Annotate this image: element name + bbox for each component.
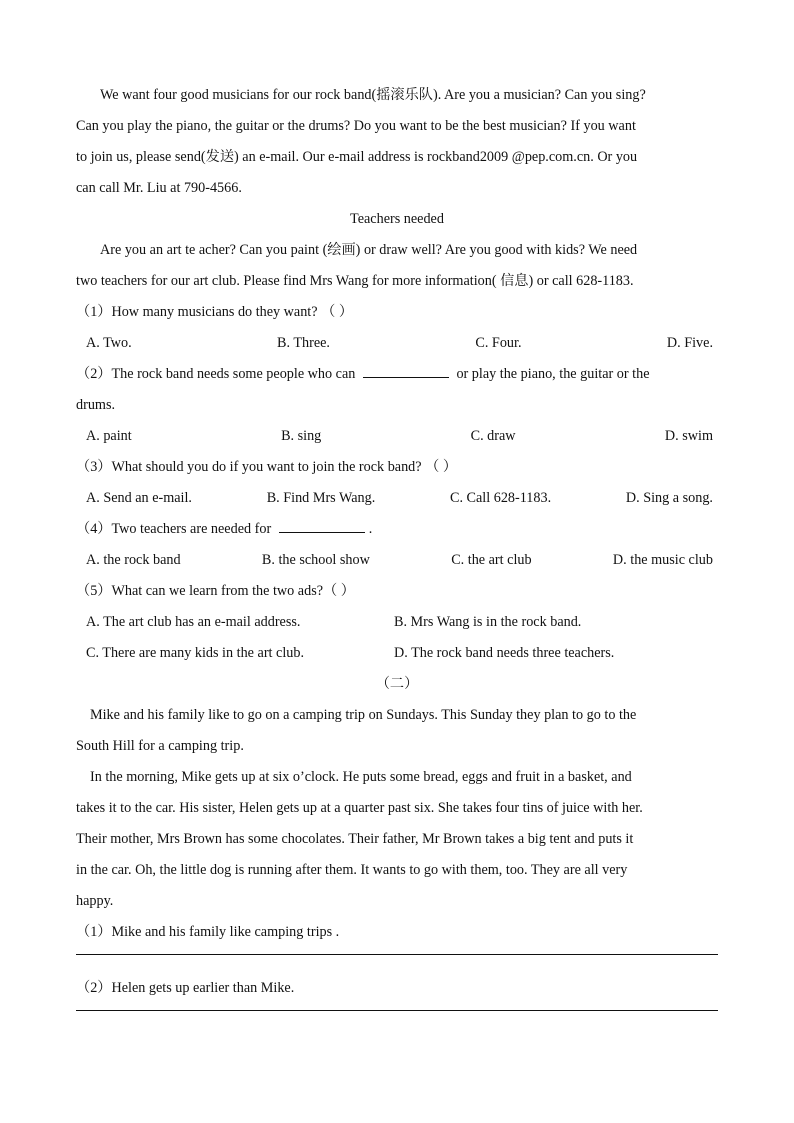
option[interactable]: B. the school show xyxy=(261,552,370,568)
option[interactable]: C. There are many kids in the art club. xyxy=(86,645,305,661)
option[interactable]: A. the rock band xyxy=(86,552,181,568)
option[interactable]: A. Two. xyxy=(86,335,132,351)
question-stem: （1）How many musicians do they want? （ ） xyxy=(76,304,354,320)
question-stem-part: （4）Two teachers are needed for xyxy=(76,521,272,537)
passage-line: happy. xyxy=(76,893,114,909)
question-stem xyxy=(76,359,718,390)
option[interactable]: D. the music club xyxy=(612,552,713,568)
option[interactable]: B. sing xyxy=(281,428,322,444)
option[interactable]: B. Find Mrs Wang. xyxy=(266,490,376,506)
option[interactable]: D. Five. xyxy=(666,335,713,351)
option[interactable]: C. the art club xyxy=(451,552,532,568)
section-two xyxy=(76,669,718,1011)
question-stem-part: . xyxy=(368,521,373,537)
option[interactable]: D. swim xyxy=(664,428,713,444)
option[interactable]: C. draw xyxy=(470,428,516,444)
ad2-line: Are you an art te acher? Can you paint (绘画) or draw well? Are you good with kids? We need xyxy=(100,242,638,258)
ad-musicians xyxy=(76,80,718,204)
question-stem-part: （2）The rock band needs some people who can xyxy=(76,366,356,382)
option[interactable]: A. paint xyxy=(86,428,132,444)
statement: （2）Helen gets up earlier than Mike. xyxy=(76,980,295,996)
ad1-line: Can you play the piano, the guitar or the drums? Do you want to be the best musician? If you want xyxy=(76,118,636,134)
passage-line: Their mother, Mrs Brown has some chocolates. Their father, Mr Brown takes a big tent and puts it xyxy=(76,831,634,847)
ad-teachers xyxy=(76,204,718,297)
option[interactable]: B. Three. xyxy=(277,335,330,351)
question-stem: （5）What can we learn from the two ads?（ ） xyxy=(76,583,355,599)
option[interactable]: D. Sing a song. xyxy=(625,490,713,506)
worksheet-page xyxy=(76,80,718,1029)
statement: （1）Mike and his family like camping trips . xyxy=(76,924,340,940)
option-row xyxy=(76,328,718,359)
option[interactable]: D. The rock band needs three teachers. xyxy=(394,645,615,661)
ad1-line: can call Mr. Liu at 790-4566. xyxy=(76,180,242,196)
ad1-line: to join us, please send(发送) an e-mail. Our e-mail address is rockband2009 @pep.com.cn. Or you xyxy=(76,149,638,165)
option[interactable]: A. The art club has an e-mail address. xyxy=(86,614,301,630)
question-stem xyxy=(76,514,718,545)
option[interactable]: C. Call 628-1183. xyxy=(449,490,552,506)
option-row xyxy=(76,483,718,514)
option-row xyxy=(76,421,718,452)
option[interactable]: C. Four. xyxy=(475,335,522,351)
fill-blank[interactable] xyxy=(363,363,449,378)
answer-line[interactable] xyxy=(76,954,718,955)
section-heading: （二） xyxy=(375,676,419,692)
questions-section-1 xyxy=(76,297,718,669)
passage-line: in the car. Oh, the little dog is running after them. It wants to go with them, too. They are all very xyxy=(76,862,628,878)
ad1-line: We want four good musicians for our rock band(摇滚乐队). Are you a musician? Can you sing? xyxy=(100,87,646,103)
option-row xyxy=(76,638,718,669)
option[interactable]: A. Send an e-mail. xyxy=(86,490,192,506)
ad2-line: two teachers for our art club. Please find Mrs Wang for more information( 信息) or call 628-1183. xyxy=(76,273,634,289)
question-stem: （3）What should you do if you want to join the rock band? （ ） xyxy=(76,459,458,475)
answer-line[interactable] xyxy=(76,1010,718,1011)
option[interactable]: B. Mrs Wang is in the rock band. xyxy=(394,614,582,630)
passage-line: Mike and his family like to go on a camping trip on Sundays. This Sunday they plan to go to the xyxy=(90,707,637,723)
passage-line: South Hill for a camping trip. xyxy=(76,738,244,754)
ad2-title: Teachers needed xyxy=(350,211,444,227)
option-row xyxy=(76,545,718,576)
question-stem-part: or play the piano, the guitar or the xyxy=(456,366,650,382)
passage-line: takes it to the car. His sister, Helen gets up at a quarter past six. She takes four tins of juice with her. xyxy=(76,800,643,816)
passage-line: In the morning, Mike gets up at six o’clock. He puts some bread, eggs and fruit in a basket, and xyxy=(90,769,632,785)
fill-blank[interactable] xyxy=(279,518,365,533)
question-stem-cont: drums. xyxy=(76,397,116,413)
option-row xyxy=(76,607,718,638)
